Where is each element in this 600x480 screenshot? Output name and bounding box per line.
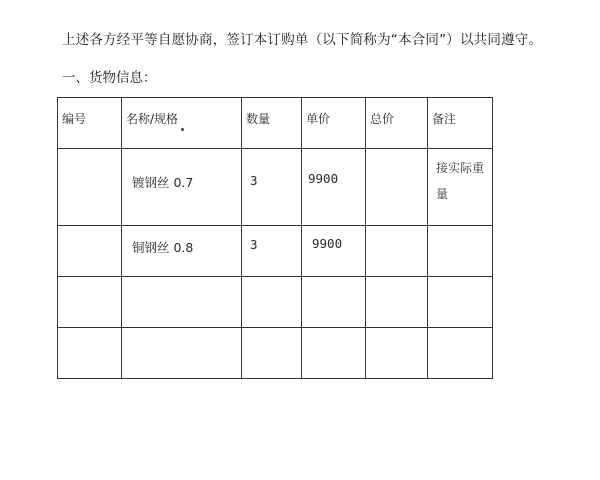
goods-table bbox=[57, 97, 493, 379]
cell-total-price bbox=[366, 226, 428, 277]
cell-number bbox=[58, 149, 122, 226]
cell-name-text: 铜钢丝 0.8 bbox=[132, 240, 194, 255]
intro-paragraph: 上述各方经平等自愿协商，签订本订购单（以下简称为“本合同”）以共同遵守。 bbox=[62, 32, 543, 48]
header-remark: 备注 bbox=[428, 98, 493, 149]
header-quantity: 数量 bbox=[242, 98, 302, 149]
cell-unit-price-text: 9900 bbox=[312, 236, 343, 251]
header-total-price: 总价 bbox=[366, 98, 428, 149]
cell-name bbox=[122, 328, 242, 379]
header-name-spec: 名称/规格 bbox=[122, 98, 242, 149]
cell-remark bbox=[428, 328, 493, 379]
cell-quantity bbox=[242, 277, 302, 328]
cell-total-price bbox=[366, 328, 428, 379]
table-row bbox=[58, 226, 493, 277]
cell-number bbox=[58, 328, 122, 379]
cell-quantity bbox=[242, 149, 302, 226]
header-number: 编号 bbox=[58, 98, 122, 149]
cell-total-price bbox=[366, 277, 428, 328]
cell-unit-price bbox=[302, 277, 366, 328]
cell-name bbox=[122, 277, 242, 328]
ink-dot-mark bbox=[181, 128, 184, 131]
cell-name-text: 镀钢丝 0.7 bbox=[132, 175, 194, 190]
header-unit-price: 单价 bbox=[302, 98, 366, 149]
table-header-row bbox=[58, 98, 493, 149]
cell-number bbox=[58, 277, 122, 328]
cell-remark bbox=[428, 277, 493, 328]
cell-remark-text: 接实际重量 bbox=[436, 161, 485, 201]
section-title-goods-info: 一、货物信息： bbox=[62, 70, 157, 86]
cell-quantity-text: 3 bbox=[250, 237, 258, 252]
cell-quantity bbox=[242, 328, 302, 379]
cell-unit-price-text: 9900 bbox=[308, 171, 339, 186]
cell-name bbox=[122, 226, 242, 277]
cell-unit-price bbox=[302, 328, 366, 379]
table-row bbox=[58, 328, 493, 379]
cell-number bbox=[58, 226, 122, 277]
cell-remark bbox=[428, 149, 493, 226]
cell-quantity bbox=[242, 226, 302, 277]
table-row bbox=[58, 149, 493, 226]
cell-name bbox=[122, 149, 242, 226]
cell-remark bbox=[428, 226, 493, 277]
cell-total-price bbox=[366, 149, 428, 226]
cell-quantity-text: 3 bbox=[250, 173, 258, 188]
cell-unit-price bbox=[302, 149, 366, 226]
cell-unit-price bbox=[302, 226, 366, 277]
table-row bbox=[58, 277, 493, 328]
